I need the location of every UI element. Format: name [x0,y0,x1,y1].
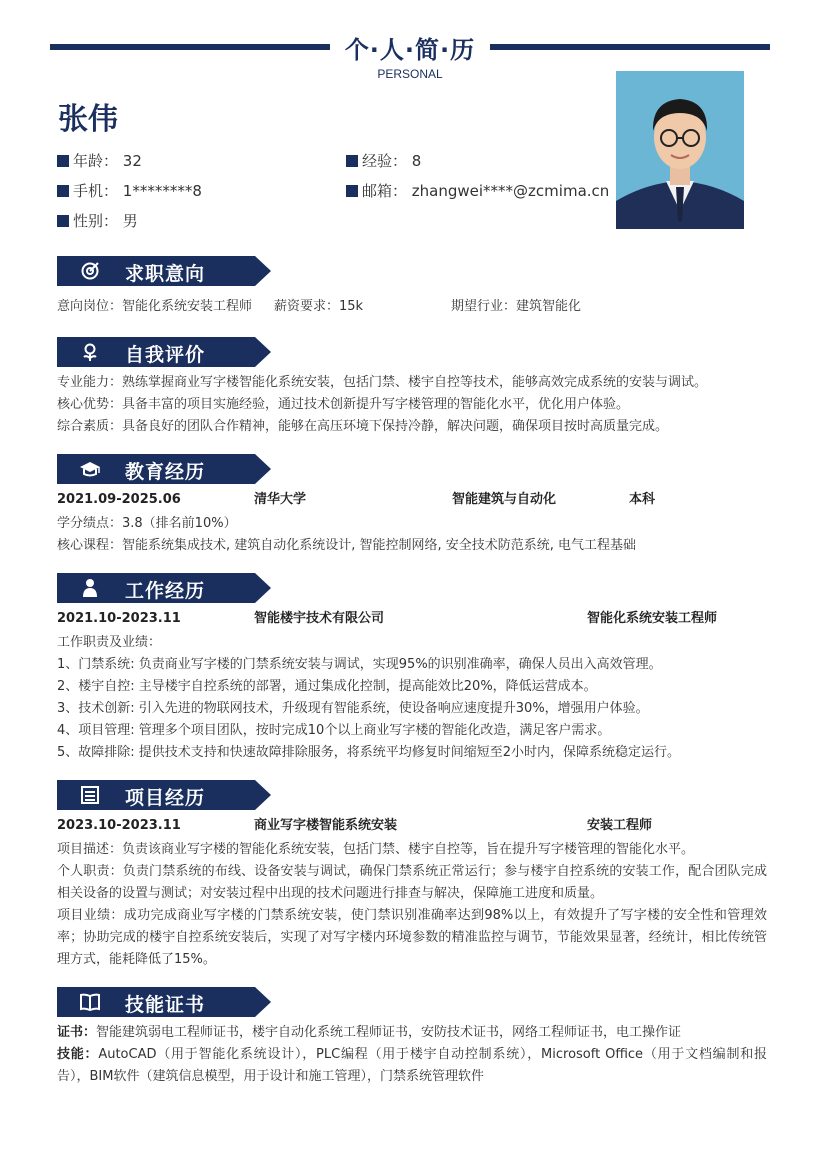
section-header-work [57,573,271,603]
project-period: 2023.10-2023.11 [57,818,181,833]
work-item: 5、故障排除: 提供技术支持和快速故障排除服务，将系统平均修复时间缩短至2小时内，保障系统稳定运行。 [57,745,681,760]
skills-text: AutoCAD（用于智能化系统设计），PLC编程（用于楼宇自动控制系统），Microsoft Office（用于文档编制和报告），BIM软件（建筑信息模型，用于设计和施工管理），门禁系统管理软件 [57,1047,767,1084]
education-gpa: 学分绩点：3.8（排名前10%） [57,516,237,531]
header-right-bar [490,44,770,50]
info-age [57,151,142,171]
section-title: 求职意向 [125,263,206,285]
skills-list [57,1044,767,1088]
section-title: 项目经历 [125,787,206,809]
work-role: 智能化系统安装工程师 [587,611,718,626]
education-courses: 核心课程：智能系统集成技术, 建筑自动化系统设计, 智能控制网络, 安全技术防范系统, 电气工程基础 [57,538,637,553]
section-title: 工作经历 [125,580,206,602]
section-title: 教育经历 [125,461,206,483]
list-icon [79,785,101,805]
skills-label: 技能： [57,1047,99,1062]
project-role: 安装工程师 [587,818,653,833]
age-value: 32 [122,152,142,170]
info-experience [346,151,421,171]
target-icon [79,261,101,281]
page-title: 个·人·简·历 [344,36,476,64]
phone-value: 1********8 [122,182,202,200]
email-label: 邮箱： [362,182,408,200]
graduation-cap-icon [79,459,101,479]
bullet-square [57,155,69,167]
project-description: 项目描述：负责该商业写字楼的智能化系统安装，包括门禁、楼宇自控等，旨在提升写字楼管理的智能化水平。 [57,842,695,857]
bullet-square [346,185,358,197]
phone-label: 手机： [73,182,119,200]
intent-salary: 薪资要求：15k [274,299,364,314]
section-header-education [57,454,271,484]
intent-industry: 期望行业：建筑智能化 [451,299,582,314]
work-item: 3、技术创新: 引入先进的物联网技术，升级现有智能系统，使设备响应速度提升30%，增强用户体验。 [57,701,649,716]
age-label: 年龄： [73,152,119,170]
bullet-square [57,215,69,227]
person-icon [79,578,101,598]
gender-label: 性别： [73,212,119,230]
project-duty: 个人职责：负责门禁系统的布线、设备安装与调试，确保门禁系统正常运行；参与楼宇自控系统的安装工作，配合团队完成相关设备的设置与测试；对安装过程中出现的技术问题进行排查与解决，保障施工进度和质量。 [57,864,767,901]
project-result: 项目业绩：成功完成商业写字楼的门禁系统安装，使门禁识别准确率达到98%以上，有效提升了写字楼的安全性和管理效率；协助完成的楼宇自控系统安装后，实现了对写字楼内环境参数的精准监控与调节，节能效果显著，经统计，相比传统管理方式，能耗降低了15%。 [57,908,767,967]
page-subtitle: PERSONAL [377,67,443,81]
self-eval-line-3: 综合素质：具备良好的团队合作精神，能够在高压环境下保持冷静，解决问题，确保项目按时高质量完成。 [57,419,669,434]
certificates-text: 智能建筑弱电工程师证书，楼宇自动化系统工程师证书，安防技术证书，网络工程师证书，电工操作证 [96,1025,682,1040]
self-eval-line-1: 专业能力：熟练掌握商业写字楼智能化系统安装，包括门禁、楼宇自控等技术，能够高效完成系统的安装与调试。 [57,375,708,390]
bullet-square [57,185,69,197]
email-value: zhangwei****@zcmima.cn [411,182,610,200]
certificates-label: 证书： [57,1025,97,1040]
education-period: 2021.09-2025.06 [57,492,181,507]
portrait-illustration [616,71,744,229]
section-header-project [57,780,271,810]
intent-position: 意向岗位：智能化系统安装工程师 [57,299,253,314]
info-email [346,181,609,201]
project-name: 商业写字楼智能系统安装 [254,818,398,833]
bullet-square [346,155,358,167]
work-item: 2、楼宇自控: 主导楼宇自控系统的部署，通过集成化控制，提高能效比20%，降低运营成本。 [57,679,597,694]
self-eval-line-2: 核心优势：具备丰富的项目实施经验，通过技术创新提升写字楼管理的智能化水平，优化用户体验。 [57,397,630,412]
gender-value: 男 [122,212,138,230]
education-major: 智能建筑与自动化 [452,492,557,507]
section-title: 技能证书 [125,994,206,1016]
section-header-intent [57,256,271,286]
experience-label: 经验： [362,152,408,170]
section-header-skills [57,987,271,1017]
book-icon [79,992,101,1012]
education-degree: 本科 [629,492,656,507]
flower-icon [79,342,101,362]
section-header-self-eval [57,337,271,367]
education-school: 清华大学 [254,492,307,507]
work-company: 智能楼宇技术有限公司 [254,611,385,626]
section-title: 自我评价 [125,344,206,366]
experience-value: 8 [411,152,422,170]
profile-photo [616,71,744,229]
work-period: 2021.10-2023.11 [57,611,181,626]
info-phone [57,181,202,201]
work-item: 1、门禁系统: 负责商业写字楼的门禁系统安装与调试，实现95%的识别准确率，确保人员出入高效管理。 [57,657,662,672]
skills-certificates [57,1022,767,1044]
work-intro: 工作职责及业绩： [57,635,162,650]
info-gender [57,211,138,231]
work-item: 4、项目管理: 管理多个项目团队，按时完成10个以上商业写字楼的智能化改造，满足客户需求。 [57,723,611,738]
candidate-name: 张伟 [58,102,118,137]
